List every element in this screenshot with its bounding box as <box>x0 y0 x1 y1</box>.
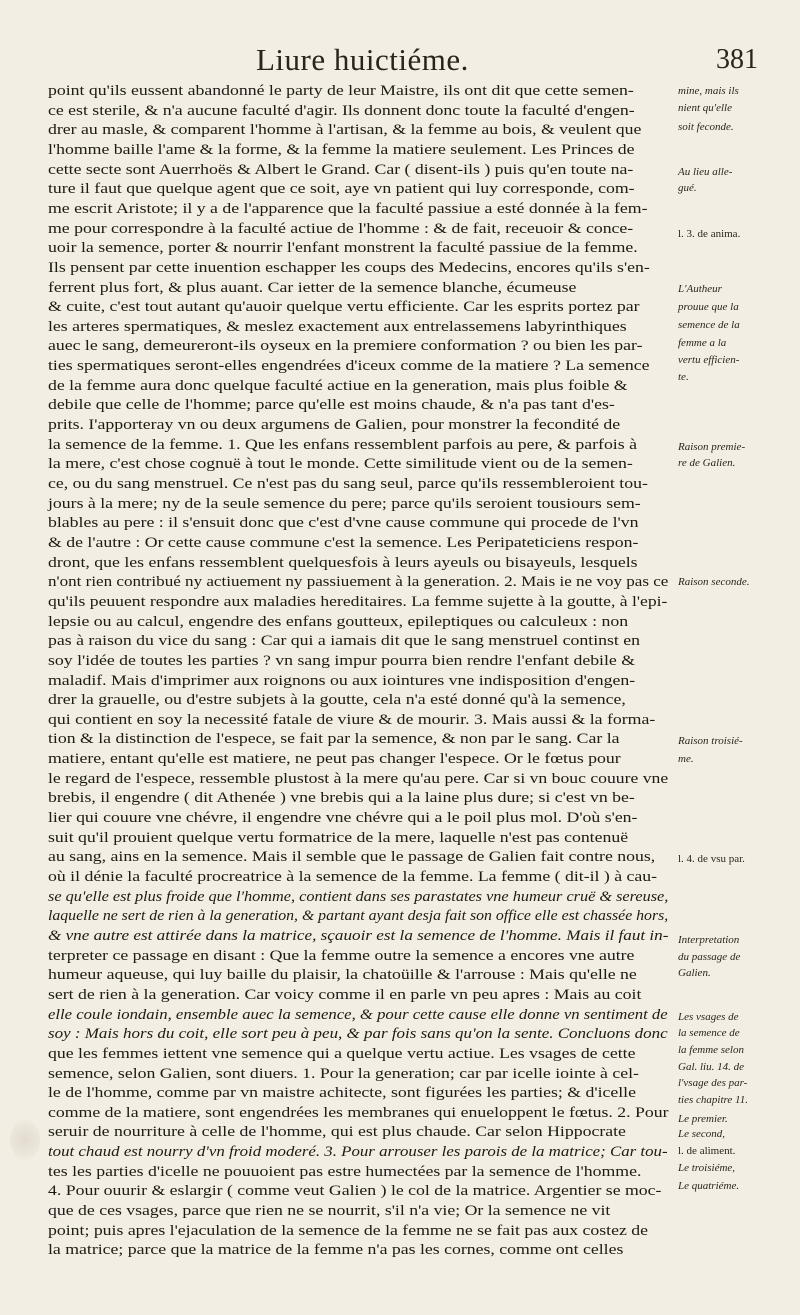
text-line: maladif. Mais d'imprimer aux roignons ou aux iointures vne indisposition d'engen- <box>48 672 636 689</box>
text-line: terpreter ce passage en disant : Que la femme outre la semence a encores vne autre <box>48 947 635 964</box>
margin-note: vertu efficien- <box>678 354 740 367</box>
margin-note: la semence de <box>678 1027 740 1040</box>
margin-note: l. 3. de anima. <box>678 228 741 241</box>
text-line: auec le sang, demeureront-ils oyseux en la premiere conformation ? ou bien les par- <box>48 338 643 355</box>
text-line: & vne autre est attirée dans la matrice, sçauoir est la semence de l'homme. Mais il faut in- <box>48 927 669 944</box>
text-line: ture il faut que quelque agent que ce soit, aye vn patient qui luy corresponde, com- <box>48 181 635 198</box>
text-line: laquelle ne sert de rien à la generation, & partant ayant desja fait son office elle est chassée hors, <box>48 908 669 925</box>
text-line: se qu'elle est plus froide que l'homme, contient dans ses parastates vne humeur cruë & sereuse, <box>48 888 669 905</box>
text-line: drer au masle, & comparent l'homme à l'artisan, & la femme au bois, & veulent que <box>48 122 642 139</box>
text-line: pas à raison du vice du sang : Car qui a iamais dit que le sang menstruel continst en <box>48 633 640 650</box>
text-line: jours à la mere; ny de la seule semence du pere; parce qu'ils seroient tousiours sem- <box>48 495 641 512</box>
text-line: soy : Mais hors du coit, elle sort peu à peu, & par fois sans qu'on la sente. Concluons donc <box>48 1026 668 1043</box>
text-line: où il dénie la faculté procreatrice à la semence de la femme. La femme ( dit-il ) à cau- <box>48 869 658 885</box>
text-line: que les femmes iettent vne semence qui a quelque vertu actiue. Les vsages de cette <box>48 1045 636 1062</box>
text-line: de la femme aura donc quelque faculté actiue en la generation, mais plus foible & <box>48 377 628 394</box>
text-line: qui contient en soy la necessité fatale de viure & de mourir. 3. Mais aussi & la forma- <box>48 711 656 728</box>
text-line: la semence de la femme. 1. Que les enfans ressemblent parfois au pere, & parfois à <box>48 436 637 453</box>
text-line: suit qu'il prouient quelque vertu formatrice de la mere, laquelle n'est pas contenuë <box>48 829 629 846</box>
margin-note: me. <box>678 753 694 766</box>
text-line: debile que celle de l'homme; parce qu'elle est moins chaude, & n'a pas tant d'es- <box>48 397 615 414</box>
paper-stain <box>10 1120 40 1160</box>
margin-note: semence de la <box>678 318 740 331</box>
text-line: & de l'autre : Or cette cause commune c'est la semence. Les Peripateticiens respon- <box>48 534 639 551</box>
margin-note: l'vsage des par- <box>678 1077 748 1090</box>
text-line: matiere, entant qu'elle est matiere, ne peut pas changer l'espece. Or le fœtus pour <box>48 751 621 768</box>
text-line: cette secte sont Auerrhoës & Albert le Grand. Car ( disent-ils ) puis qu'en toute na- <box>48 161 634 178</box>
margin-note: nient qu'elle <box>678 101 732 114</box>
margin-note: Interpretation <box>678 933 740 946</box>
text-line: le regard de l'espece, ressemble plustost à la mere qu'au pere. Car si vn bouc couure vne <box>48 770 669 787</box>
text-line: ties spermatiques seront-elles engendrées d'iceux comme de la matiere ? La semence <box>48 358 650 375</box>
margin-note: la femme selon <box>678 1043 744 1056</box>
text-line: dront, que les enfans ressemblent quelquesfois à leurs ayeuls ou bisayeuls, lesquels <box>48 554 638 571</box>
text-line: la matrice; parce que la matrice de la femme n'a pas les cornes, comme ont celles <box>48 1242 624 1259</box>
margin-note: l. de aliment. <box>678 1145 736 1158</box>
text-line: & cuite, c'est tout autant qu'auoir quelque vertu efficiente. Car les esprits portez par <box>48 299 640 316</box>
margin-note: Le second, <box>678 1128 726 1141</box>
text-line: point qu'ils eussent abandonné le party de leur Maistre, ils ont dit que cette semen- <box>48 83 634 99</box>
margin-note: L'Autheur <box>678 283 722 296</box>
text-line: Ils pensent par cette inuention eschapper les coups des Medecins, encores qu'ils s'en- <box>48 259 650 276</box>
text-line: ce est sterile, & n'a aucune faculté d'agir. Ils donnent donc toute la faculté d'engen- <box>48 102 635 119</box>
margin-note: ties chapitre 11. <box>678 1094 748 1107</box>
text-line: la mere, c'est chose cognuë à tout le monde. Cette similitude vient ou de la semen- <box>48 456 633 473</box>
text-line: drer la grauelle, ou d'estre subjets à la goutte, cela n'a esté donné qu'à la semence, <box>48 692 626 709</box>
text-line: point; puis apres l'ejaculation de la semence de la femme ne se fait pas aux costez de <box>48 1222 649 1239</box>
text-line: me escrit Aristote; il y a de l'apparence que la faculté passiue a esté donnée à la fem- <box>48 200 648 217</box>
text-line: blables au pere : il s'ensuit donc que c'est d'vne cause commune qui procede de l'vn <box>48 515 639 532</box>
text-line: n'ont rien contribué ny actiuement ny passiuement à la generation. 2. Mais ie ne voy pas ce <box>48 574 669 591</box>
text-line: elle coule iondain, ensemble auec la semence, & pour cette cause elle donne vn sentiment de <box>48 1006 668 1023</box>
margin-note: Galien. <box>678 967 711 980</box>
text-line: que de ces vsages, parce que rien ne se nourrit, s'il n'a vie; Or la semence ne vit <box>48 1203 611 1220</box>
running-header <box>0 38 800 78</box>
text-line: humeur aqueuse, qui luy baille du plaisir, la chatoüille & l'arrouse : Mais qu'elle ne <box>48 967 637 984</box>
text-line: me pour correspondre à la faculté actiue de l'homme : & de fait, receuoir & conce- <box>48 220 634 237</box>
text-line: ce, ou du sang menstruel. Ce n'est pas du sang seul, parce qu'ils ressembleroient tou- <box>48 476 648 492</box>
text-line: brebis, il engendre ( dit Athenée ) vne brebis qui a la laine plus dure; si c'est vn be- <box>48 790 635 807</box>
text-line: seruir de nourriture à celle de l'homme, qui est plus chaude. Car selon Hippocrate <box>48 1124 626 1141</box>
margin-note: gué. <box>678 182 697 195</box>
page-number: 381 <box>716 44 758 75</box>
text-line: semence, selon Galien, sont diuers. 1. Pour la generation; car par icelle iointe à cel- <box>48 1065 639 1082</box>
text-line: tes les parties d'icelle ne pouuoient pas estre humectées par la semence de l'homme. <box>48 1163 642 1180</box>
text-line: sert de rien à la generation. Car voicy comme il en parle vn peu apres : Mais au coit <box>48 986 642 1003</box>
margin-note: Le troisiéme, <box>678 1161 736 1174</box>
margin-note: soit feconde. <box>678 121 734 134</box>
text-line: 4. Pour ouurir & eslargir ( comme veut Galien ) le col de la matrice. Argentier se moc- <box>48 1183 662 1200</box>
margin-note: femme a la <box>678 336 727 349</box>
text-line: le de l'homme, comme par vn maistre achitecte, sont figurées les parties; & d'icelle <box>48 1085 636 1102</box>
text-line: lepsie ou au calcul, engendre des enfans goutteux, epileptiques ou calculeux : non <box>48 613 629 630</box>
margin-note: Raison premie- <box>678 440 746 453</box>
margin-note: re de Galien. <box>678 457 736 470</box>
text-line: uoir la semence, porter & nourrir l'enfant monstrent la faculté passiue de la femme. <box>48 240 638 257</box>
margin-note: l. 4. de vsu par. <box>678 853 745 866</box>
text-line: soy l'idée de toutes les parties ? vn sang impur pourra bien rendre l'enfant debile & <box>48 652 636 669</box>
margin-note: Raison troisié- <box>678 735 743 748</box>
margin-note: Raison seconde. <box>678 576 750 589</box>
margin-note: prouue que la <box>678 301 739 314</box>
text-line: tion & la distinction de l'espece, se fait par la semence, & non par le sang. Car la <box>48 731 620 748</box>
margin-note: Les vsages de <box>678 1010 739 1023</box>
text-line: prits. I'apporteray vn ou deux argumens de Galien, pour monstrer la fecondité de <box>48 417 621 434</box>
margin-note: Le quatriéme. <box>678 1179 740 1192</box>
margin-note: te. <box>678 370 689 383</box>
text-line: comme de la matiere, sont engendrées les membranes qui enueloppent le fœtus. 2. Pour <box>48 1104 669 1121</box>
text-line: tout chaud est nourry d'vn froid moderé. 3. Pour arrouser les parois de la matrice; Car tou- <box>48 1144 668 1161</box>
margin-note: mine, mais ils <box>678 85 739 97</box>
margin-note: du passage de <box>678 950 741 963</box>
running-title: Liure huictiéme. <box>256 42 469 77</box>
text-line: ferrent plus fort, & plus auant. Car ietter de la semence blanche, écumeuse <box>48 279 577 296</box>
text-line: les arteres spermatiques, & meslez exactement aux entrelassemens labyrinthiques <box>48 318 627 335</box>
margin-note: Au lieu alle- <box>678 165 733 178</box>
text-line: qu'ils peuuent respondre aux maladies hereditaires. La femme sujette à la goutte, à l'epi- <box>48 593 668 610</box>
text-line: lier qui couure vne chévre, il engendre vne chévre qui a le poil plus mol. D'où s'en- <box>48 810 638 827</box>
margin-note: Gal. liu. 14. de <box>678 1060 744 1073</box>
text-line: l'homme baille l'ame & la forme, & la femme la matiere seulement. Les Princes de <box>48 141 635 158</box>
text-line: au sang, ains en la semence. Mais il semble que le passage de Galien fait contre nous, <box>48 849 656 866</box>
margin-note: Le premier. <box>678 1112 728 1125</box>
